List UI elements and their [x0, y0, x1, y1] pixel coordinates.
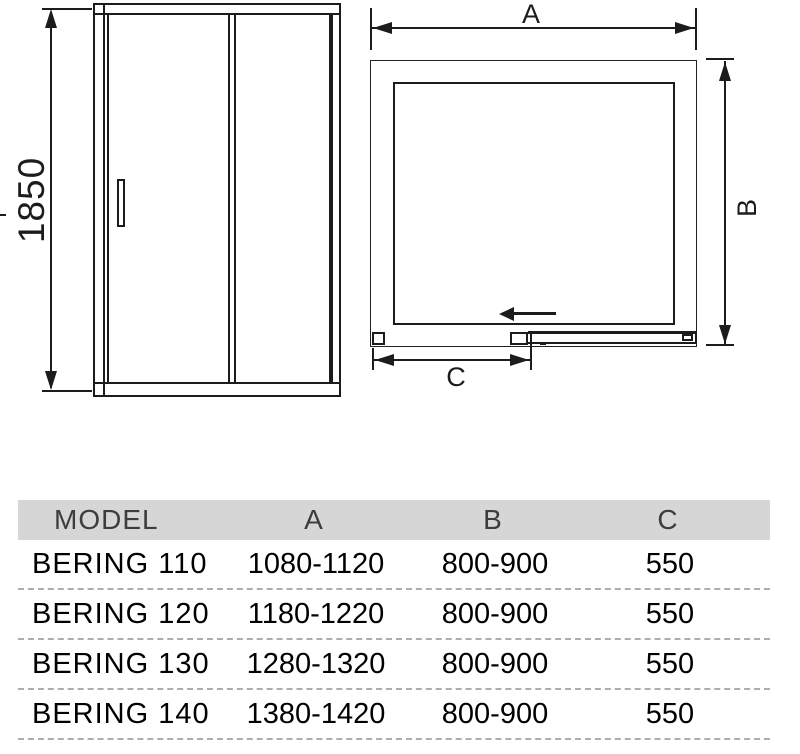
cell-b: 800-900	[441, 647, 549, 680]
dim-b-line	[724, 61, 726, 345]
dim-c-ext-right	[530, 331, 532, 370]
cell-c: 550	[645, 697, 695, 730]
front-right-profile-thick	[329, 15, 333, 382]
plan-inner-rect	[393, 82, 675, 325]
front-frame-outer	[93, 3, 341, 397]
dim-arrow-down-icon	[45, 371, 57, 390]
dim-a-label: A	[521, 0, 540, 29]
cell-model: BERING 130	[32, 647, 210, 680]
header-c: C	[657, 504, 683, 535]
cell-a: 1380-1420	[246, 697, 386, 730]
dim-a-ext-left	[370, 8, 372, 50]
dim-arrow-up-icon	[45, 9, 57, 28]
header-model: MODEL	[54, 504, 159, 535]
front-divider-line-left	[228, 15, 230, 382]
slide-arrow-shaft	[511, 312, 556, 315]
front-fixed-glass-edge	[107, 15, 109, 382]
dim-a-ext-right	[695, 8, 697, 50]
cell-a: 1280-1320	[246, 647, 386, 680]
door-jamb-left	[372, 332, 385, 345]
cell-b: 800-900	[441, 547, 549, 580]
dim-c-arrow-left-icon	[375, 354, 394, 366]
dim-c-label: C	[446, 361, 466, 392]
door-leading-edge	[510, 332, 528, 345]
dim-c-line	[374, 359, 530, 361]
dim-b-ext-top	[706, 58, 734, 60]
cell-c: 550	[645, 547, 695, 580]
cell-c: 550	[645, 597, 695, 630]
header-a: A	[304, 504, 328, 535]
cell-c: 550	[645, 647, 695, 680]
table-row	[18, 640, 770, 690]
front-divider-line-right	[234, 15, 236, 382]
dim-arrow-left-icon	[373, 22, 392, 34]
cell-b: 800-900	[441, 597, 549, 630]
front-bottom-rail-line	[95, 382, 339, 384]
dim-b-arrow-down-icon	[719, 325, 731, 344]
table-row	[18, 540, 770, 590]
cell-a: 1180-1220	[247, 597, 385, 630]
cell-a: 1080-1120	[247, 547, 385, 580]
table-row	[18, 690, 770, 740]
dim-b-label: B	[731, 199, 762, 218]
dim-c-arrow-right-icon	[510, 354, 529, 366]
cell-b: 800-900	[441, 697, 549, 730]
plan-view-drawing	[360, 0, 800, 420]
front-top-rail-line	[95, 13, 339, 15]
left-margin-tick	[0, 214, 6, 216]
spec-table	[18, 500, 770, 740]
cell-model: BERING 110	[32, 547, 208, 580]
cell-model: BERING 120	[32, 597, 210, 630]
header-b: B	[483, 504, 507, 535]
slide-arrow-icon	[499, 307, 514, 321]
dim-b-ext-bottom	[706, 344, 734, 346]
dim-b-arrow-up-icon	[719, 62, 731, 81]
spec-table-header-row	[18, 500, 770, 540]
sliding-panel-endcap	[682, 334, 693, 341]
dim-arrow-right-icon	[675, 22, 694, 34]
table-row	[18, 590, 770, 640]
front-view-drawing	[0, 0, 360, 420]
cell-model: BERING 140	[32, 697, 210, 730]
dim-height-label: 1850	[10, 156, 52, 244]
dim-height-ext-bottom	[42, 390, 92, 392]
sliding-panel-bar	[528, 331, 697, 344]
front-left-profile-line	[103, 3, 105, 397]
door-handle	[117, 179, 125, 227]
